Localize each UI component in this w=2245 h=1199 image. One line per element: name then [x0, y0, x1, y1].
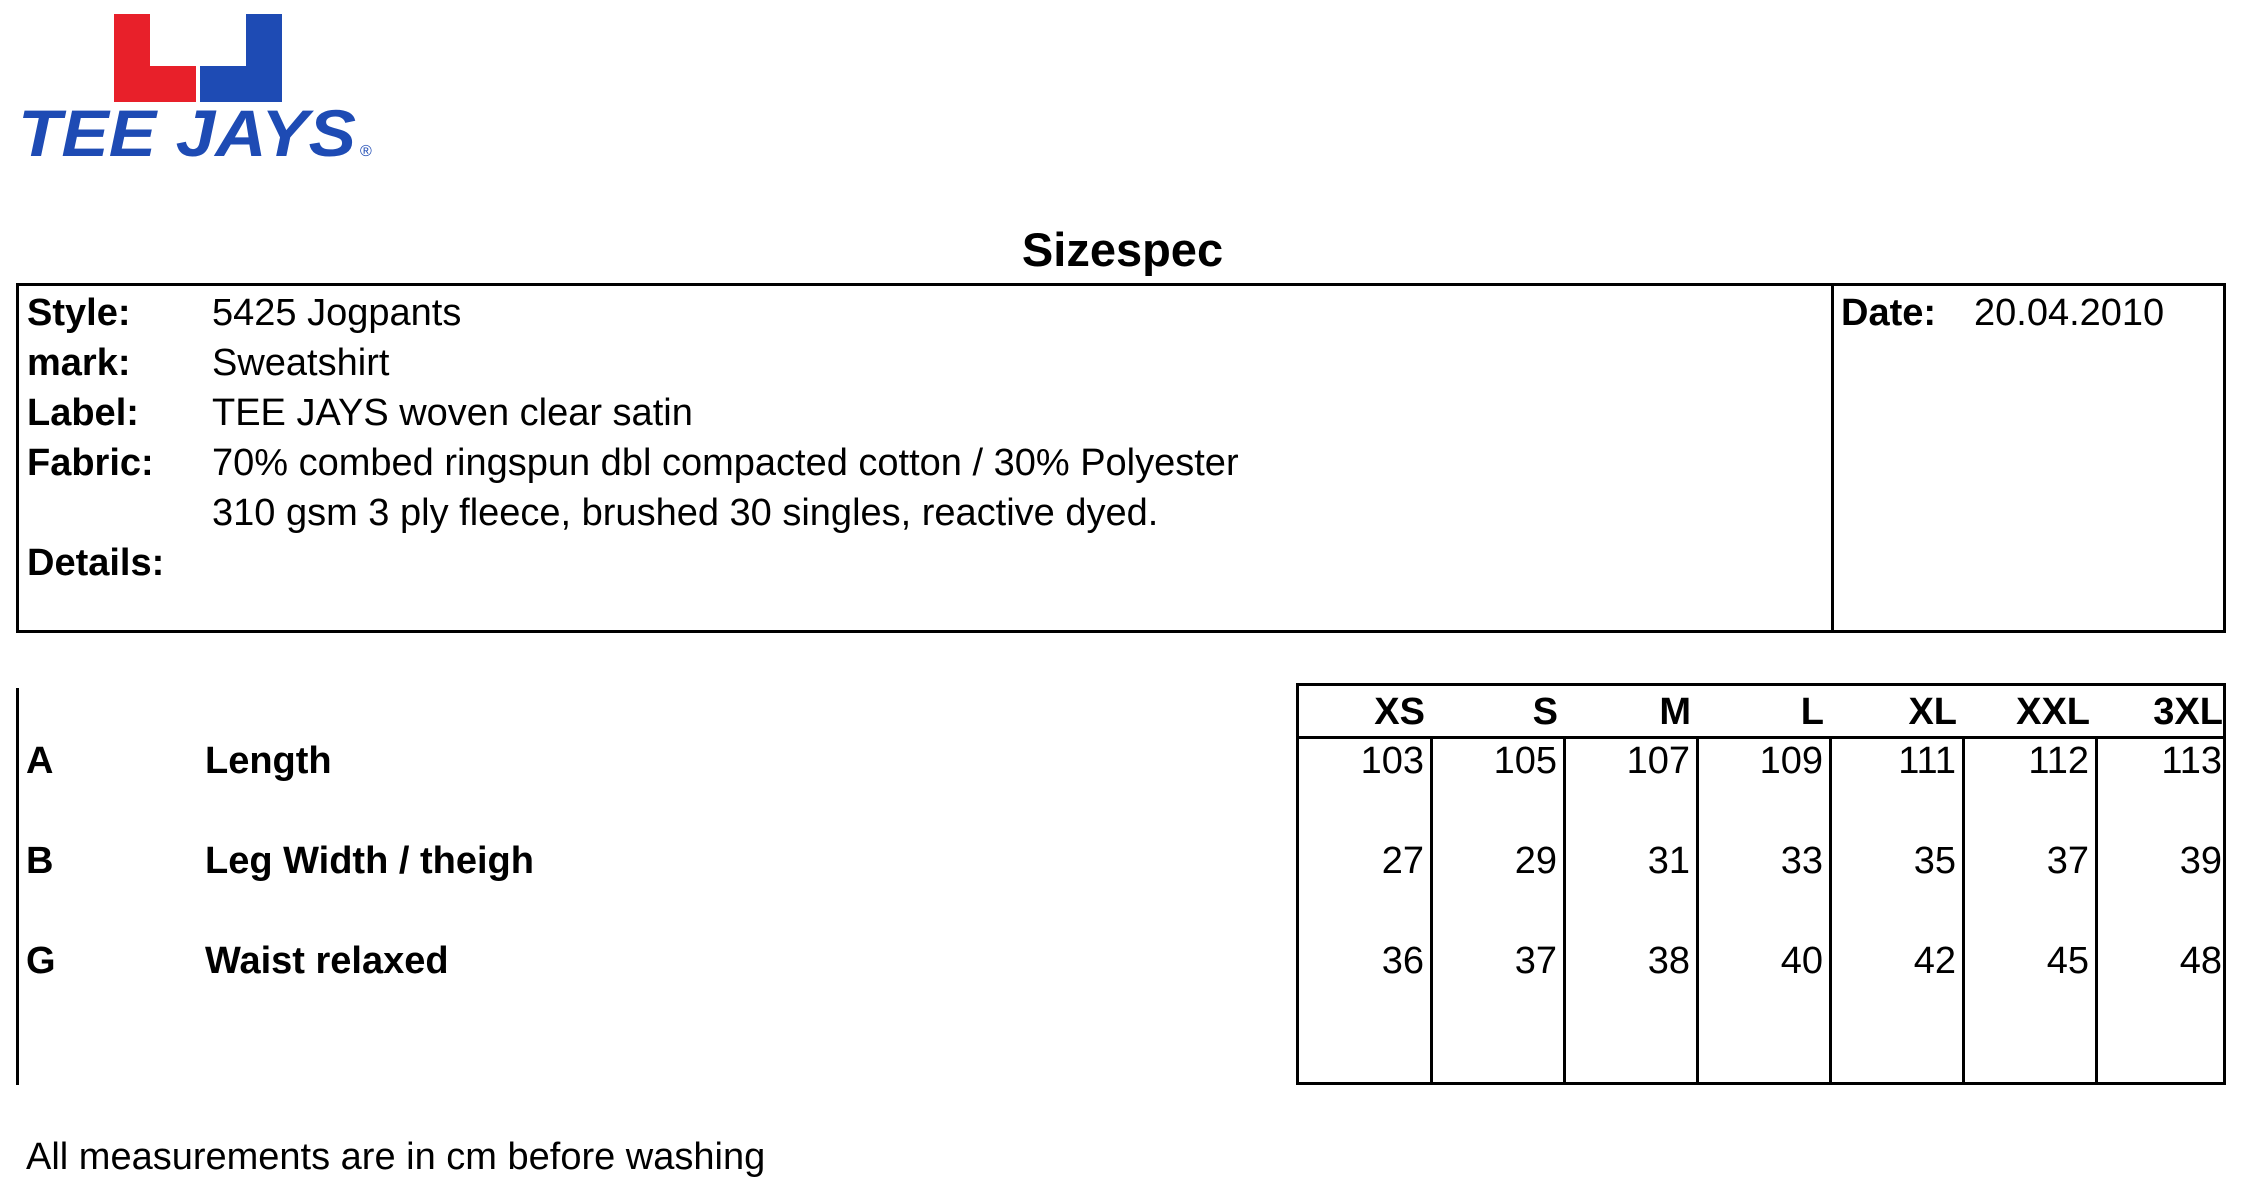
info-label: Fabric:: [27, 442, 154, 484]
table-cell: 35: [1913, 840, 1956, 882]
info-value: TEE JAYS woven clear satin: [212, 392, 693, 434]
info-label: mark:: [27, 342, 131, 384]
size-header: M: [1659, 691, 1691, 733]
table-cell: 42: [1913, 940, 1956, 982]
table-cell: 107: [1626, 740, 1690, 782]
measurement-name: Waist relaxed: [205, 940, 449, 982]
header-rule: [1299, 736, 2223, 739]
info-value: 5425 Jogpants: [212, 292, 462, 334]
measurement-code: B: [26, 840, 54, 882]
table-cell: 103: [1360, 740, 1424, 782]
info-label: Label:: [27, 392, 139, 434]
table-cell: 48: [2179, 940, 2222, 982]
table-cell: 31: [1647, 840, 1690, 882]
logo-mark: [114, 14, 282, 102]
table-cell: 111: [1898, 740, 1956, 782]
page-title: Sizespec: [1021, 223, 1224, 276]
column-separator: [1430, 736, 1433, 1082]
registered-mark: ®: [360, 143, 372, 160]
column-separator: [1962, 736, 1965, 1082]
table-cell: 33: [1780, 840, 1823, 882]
measurement-rule: [16, 688, 19, 1085]
logo-wordmark: TEE JAYS: [18, 96, 356, 164]
table-cell: 40: [1780, 940, 1823, 982]
size-header: L: [1800, 691, 1824, 733]
table-cell: 38: [1647, 940, 1690, 982]
table-cell: 39: [2179, 840, 2222, 882]
tee-jays-logo: [18, 14, 378, 164]
style-info-box: [16, 283, 2226, 633]
table-cell: 36: [1381, 940, 1424, 982]
info-value: 310 gsm 3 ply fleece, brushed 30 singles, reactive dyed.: [212, 492, 1159, 534]
table-cell: 27: [1381, 840, 1424, 882]
size-table: [1296, 683, 2226, 1085]
table-cell: 37: [1514, 940, 1557, 982]
measurement-name: Length: [205, 740, 332, 782]
size-header: S: [1532, 691, 1558, 733]
date-label: Date:: [1841, 292, 1937, 334]
info-value: Sweatshirt: [212, 342, 390, 384]
table-cell: 105: [1493, 740, 1557, 782]
measurement-code: G: [26, 940, 56, 982]
date-value: 20.04.2010: [1974, 292, 2165, 334]
measurement-name: Leg Width / theigh: [205, 840, 534, 882]
size-header: XS: [1374, 691, 1425, 733]
size-header: XL: [1908, 691, 1957, 733]
info-label: Details:: [27, 542, 165, 584]
column-separator: [1696, 736, 1699, 1082]
table-cell: 29: [1514, 840, 1557, 882]
table-cell: 37: [2046, 840, 2089, 882]
measurement-code: A: [26, 740, 54, 782]
table-cell: 45: [2046, 940, 2089, 982]
size-header: 3XL: [2153, 691, 2223, 733]
table-cell: 112: [2028, 740, 2089, 782]
table-cell: 113: [2161, 740, 2222, 782]
table-cell: 109: [1759, 740, 1823, 782]
info-label: Style:: [27, 292, 131, 334]
column-separator: [1563, 736, 1566, 1082]
info-divider: [1831, 286, 1834, 630]
info-value: 70% combed ringspun dbl compacted cotton / 30% Polyester: [212, 442, 1239, 484]
footnote: All measurements are in cm before washing: [26, 1136, 766, 1178]
size-header: XXL: [2016, 691, 2090, 733]
column-separator: [2095, 736, 2098, 1082]
column-separator: [1829, 736, 1832, 1082]
